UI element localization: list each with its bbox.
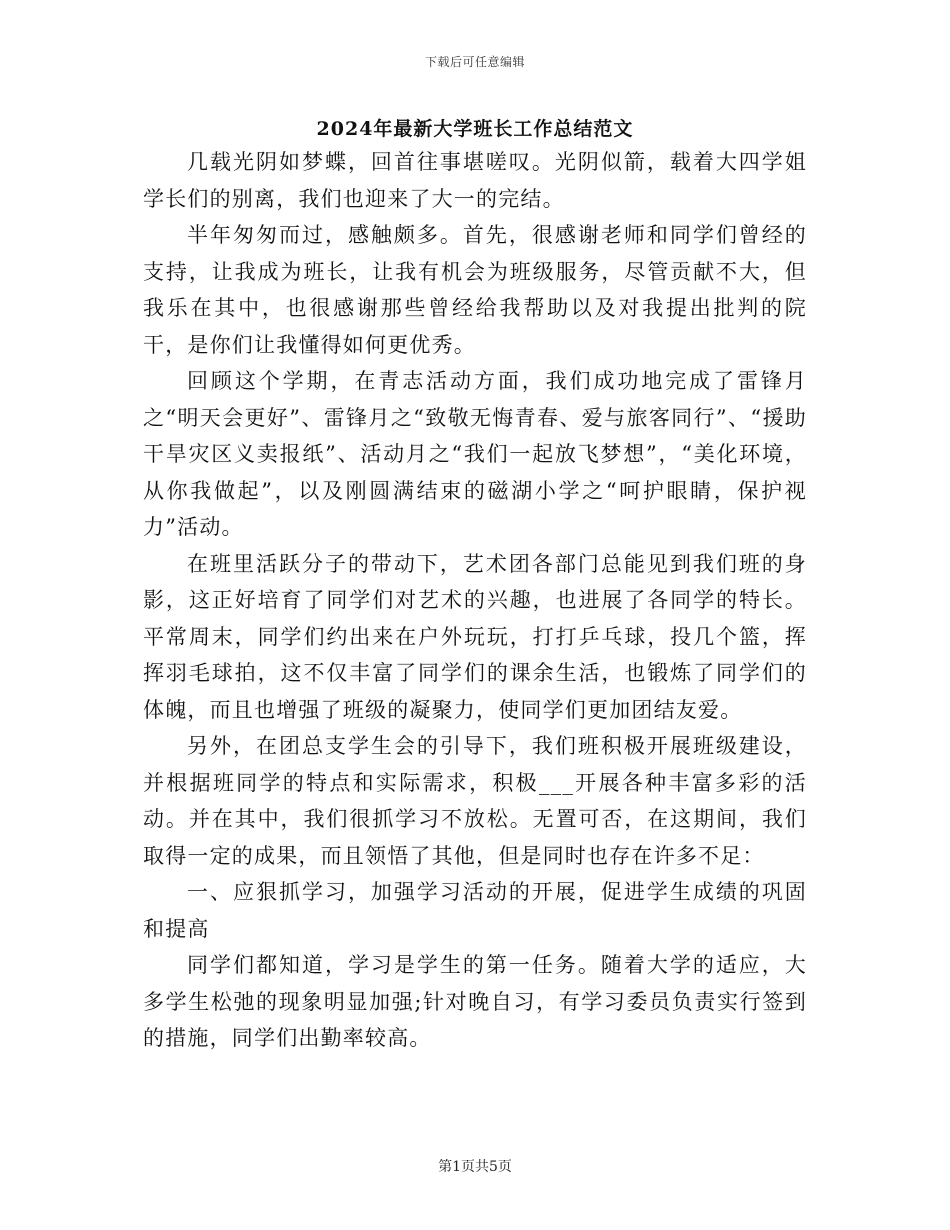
paragraph-volunteer-activities: 回顾这个学期，在青志活动方面，我们成功地完成了雷锋月之“明天会更好”、雷锋月之“致敬无悔青春、爱与旅客同行”、“援助干旱灾区义卖报纸”、活动月之“我们一起放飞梦想”，“美化环境，从你我做起”，以及刚圆满结束的磁湖小学之“呵护眼睛，保护视力”活动。 [143, 369, 807, 539]
paragraph-intro: 几载光阴如梦蝶，回首往事堪嗟叹。光阴似箭，载着大四学姐学长们的别离，我们也迎来了大一的完结。 [143, 150, 807, 211]
paragraph-art-troupe: 在班里活跃分子的带动下，艺术团各部门总能见到我们班的身影，这正好培育了同学们对艺术的兴趣，也进展了各同学的特长。平常周末，同学们约出来在户外玩玩，打打乒乓球，投几个篮，挥挥羽毛球拍，这不仅丰富了同学们的课余生活，也锻炼了同学们的体魄，而且也增强了班级的凝聚力，使同学们更加团结友爱。 [143, 551, 807, 722]
paragraph-thanks: 半年匆匆而过，感触颇多。首先，很感谢老师和同学们曾经的支持，让我成为班长，让我有机会为班级服务，尽管贡献不大，但我乐在其中，也很感谢那些曾经给我帮助以及对我提出批判的院干，是你们让我懂得如何更优秀。 [143, 223, 807, 357]
document-body [143, 144, 807, 1057]
document-title: 2024年最新大学班长工作总结范文 [316, 118, 634, 140]
page-header: 下载后可任意编辑 [424, 55, 525, 69]
paragraph-study: 同学们都知道，学习是学生的第一任务。随着大学的适应，大多学生松弛的现象明显加强;针对晚自习，有学习委员负责实行签到的措施，同学们出勤率较高。 [143, 953, 807, 1050]
page-number: 第1页共5页 [438, 1159, 512, 1175]
paragraph-class-building: 另外，在团总支学生会的引导下，我们班积极开展班级建设，并根据班同学的特点和实际需求，积极___开展各种丰富多彩的活动。并在其中，我们很抓学习不放松。无置可否，在这期间，我们取得一定的成果，而且领悟了其他，但是同时也存在许多不足： [143, 734, 807, 868]
section-heading-study: 一、应狠抓学习，加强学习活动的开展，促进学生成绩的巩固和提高 [143, 880, 807, 941]
